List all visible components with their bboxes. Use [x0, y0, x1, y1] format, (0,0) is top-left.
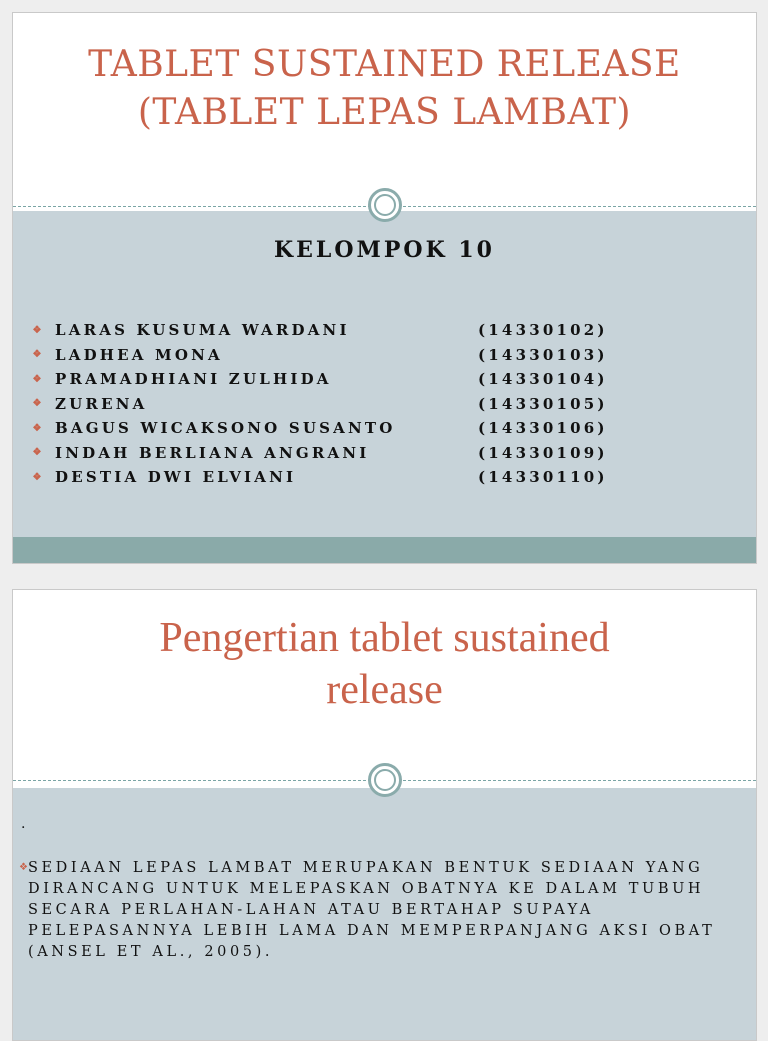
member-id: (14330106) [478, 419, 608, 438]
list-item [19, 318, 678, 343]
list-item [19, 416, 678, 441]
stray-dot: . [21, 816, 26, 832]
list-item [19, 343, 678, 368]
diamond-bullet-icon: ❖ [32, 447, 42, 459]
title-line-2: release [326, 667, 443, 713]
slide-title [13, 612, 756, 716]
definition-text: SEDIAAN LEPAS LAMBAT MERUPAKAN BENTUK SEDIAAN YANG DIRANCANG UNTUK MELEPASKAN OBATNYA KE DALAM TUBUH SECARA PERLAHAN-LAHAN ATAU BERTAHAP SUPAYA PELEPASANNYA LEBIH LAMA DAN MEMPERPANJANG AKSI OBAT (ANSEL ET AL., 2005). [27, 860, 716, 960]
member-list [19, 318, 678, 490]
group-subtitle: KELOMPOK 10 [274, 237, 495, 263]
member-name: ZURENA [55, 394, 148, 413]
member-id: (14330105) [478, 394, 608, 413]
list-item [19, 465, 678, 490]
member-name: BAGUS WICAKSONO SUSANTO [55, 419, 396, 438]
diamond-bullet-icon: ❖ [32, 471, 42, 483]
member-name: DESTIA DWI ELVIANI [55, 468, 297, 487]
title-line-1: Pengertian tablet sustained [159, 615, 610, 661]
diamond-bullet-icon: ❖ [32, 398, 42, 410]
diamond-bullet-icon: ❖ [32, 373, 42, 385]
slide-1 [12, 12, 757, 564]
list-item [19, 392, 678, 417]
member-id: (14330109) [478, 443, 608, 462]
member-id: (14330104) [478, 370, 608, 389]
slide-2 [12, 589, 757, 1041]
ring-icon [368, 188, 402, 222]
member-id: (14330102) [478, 321, 608, 340]
member-id: (14330103) [478, 345, 608, 364]
definition-item [19, 858, 744, 963]
diamond-bullet-icon: ❖ [32, 324, 42, 336]
ring-icon [368, 763, 402, 797]
member-id: (14330110) [478, 468, 608, 487]
member-name: INDAH BERLIANA ANGRANI [55, 443, 370, 462]
member-name: LADHEA MONA [55, 345, 223, 364]
diamond-bullet-icon: ❖ [32, 349, 42, 361]
title-line-1: TABLET SUSTAINED RELEASE [88, 44, 681, 85]
footer-band [13, 537, 756, 563]
title-line-2: (TABLET LEPAS LAMBAT) [137, 92, 632, 133]
diamond-bullet-icon: ❖ [32, 422, 42, 434]
list-item [19, 367, 678, 392]
list-item [19, 441, 678, 466]
member-name: LARAS KUSUMA WARDANI [55, 321, 350, 340]
member-name: PRAMADHIANI ZULHIDA [55, 370, 332, 389]
slide-title [13, 41, 756, 137]
diamond-bullet-icon: ❖ [19, 862, 28, 873]
